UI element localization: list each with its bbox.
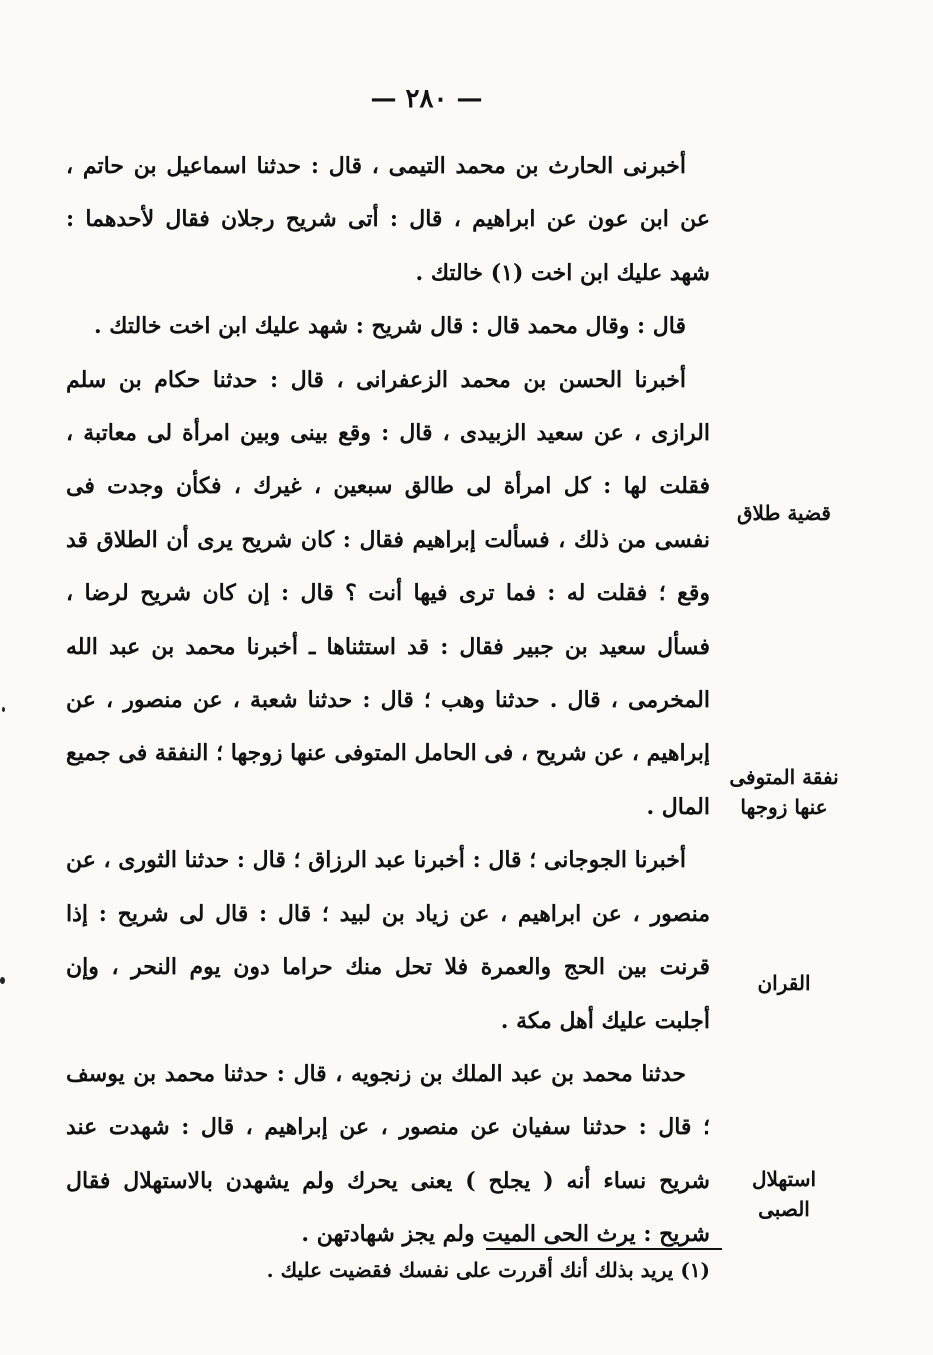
margin-note-istihlal: استهلال الصبى [751,1167,817,1221]
scan-speck [0,977,5,984]
paragraph-1: أخبرنى الحارث بن محمد التيمى ، قال : حدثنا اسماعيل بن حاتم ، عن ابن عون عن ابراهيم ، قال : أتى شريح رجلان فقال لأحدهما : شهد عليك ابن اخت (١) خالتك . [66,153,710,286]
margin-note-divorce: قضية طلاق [737,501,831,525]
paragraph-5: حدثنا محمد بن عبد الملك بن زنجويه ، قال : حدثنا محمد بن يوسف ؛ قال : حدثنا سفيان عن منصور ، عن إبراهيم ، قال : شهدت عند شريح نساء أنه ( يجلح ) يعنى يحرك ولم يشهدن بالاستهلال فقال شريح : يرث الحى الميت ولم يجز شهادتهن . [66,1060,710,1248]
margin-note-maintenance [724,762,844,822]
paragraph-2: قال : وقال محمد قال : قال شريح : شهد عليك ابن اخت خالتك . [93,313,686,340]
margin-note-qiran: القران [757,971,811,995]
footnote: (١) يريد بذلك أنك أقررت على نفسك فقضيت عليك . [266,1258,710,1282]
footnote-divider [486,1248,722,1250]
margin-note-maintenance-line2: عنها زوجها [740,795,828,819]
main-text [66,140,710,1262]
margin-note-maintenance-line1: نفقة المتوفى [729,765,839,789]
paragraph-4: أخبرنا الجوجانى ؛ قال : أخبرنا عبد الرزاق ؛ قال : حدثنا الثورى ، عن منصور ، عن ابراهيم ، عن زياد بن لبيد ؛ قال : قال لى شريح : إذا قرنت بين الحج والعمرة فلا تحل منك حراما دون يوم النحر ، وإن أجلبت عليك أهل مكة . [66,847,710,1034]
scan-speck [2,707,5,712]
paragraph-3: أخبرنا الحسن بن محمد الزعفرانى ، قال : حدثنا حكام بن سلم الرازى ، عن سعيد الزبيدى ، قال : وقع بينى وبين امرأة لى معاتبة ، فقلت لها : كل امرأة لى طالق سبعين ، غيرك ، فكأن وجدت فى نفسى من ذلك ، فسألت إبراهيم فقال : كان شريح يرى أن الطلاق قد وقع ؛ فقلت له : فما ترى فيها أنت ؟ قال : إن كان شريح لرضا ، فسأل سعيد بن جبير فقال : قد استثناها ـ أخبرنا محمد بن عبد الله المخرمى ، قال . حدثنا وهب ؛ قال : حدثنا شعبة ، عن منصور ، عن إبراهيم ، عن شريح ، فى الحامل المتوفى عنها زوجها ؛ النفقة فى جميع المال . [66,366,710,820]
page-number: — ٢٨٠ — [370,84,483,114]
